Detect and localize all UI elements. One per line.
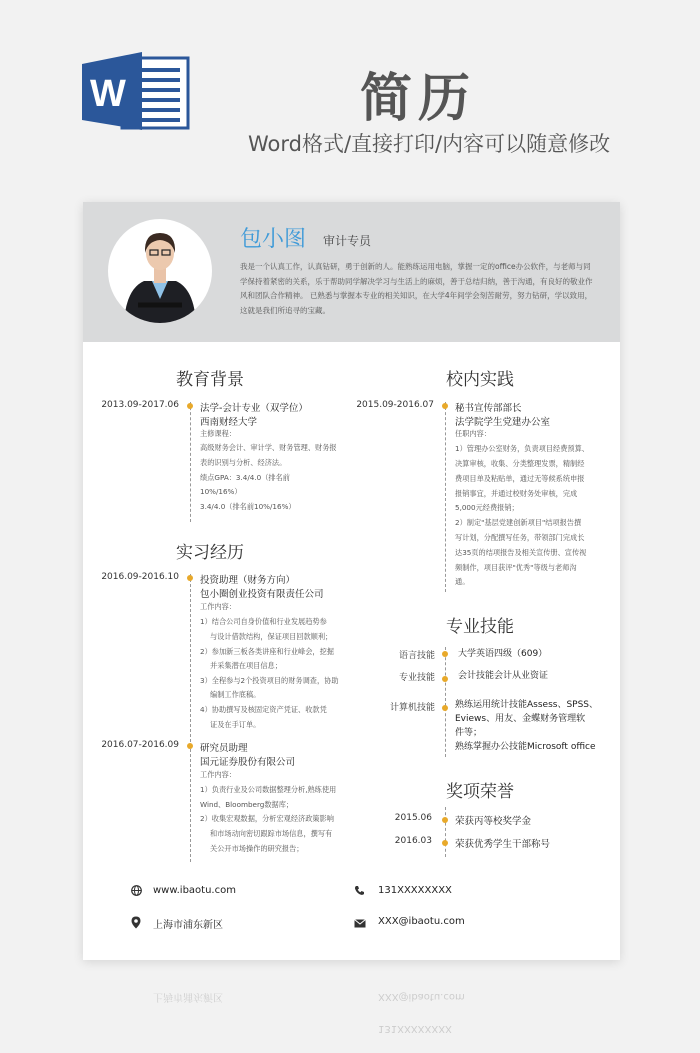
education-title: 教育背景 xyxy=(176,370,244,390)
campus-detail: 通。 xyxy=(455,577,470,586)
award-text: 荣获丙等校奖学金 xyxy=(455,816,532,827)
phone-icon xyxy=(354,885,365,896)
education-detail: 绩点GPA：3.4/4.0（排名前 xyxy=(200,473,290,482)
job-detail: 与设计借款结构，保证项目回款顺利； xyxy=(210,632,333,641)
internship-timeline xyxy=(190,574,191,862)
self-intro: 我是一个认真工作，认真钻研，勇于创新的人。能熟练运用电脑，掌握一定的office办公软件，与老师与同学保持着紧密的关系，乐于帮助同学解决学习与生活上的麻烦，善于总结归纳，善于沟通，有良好的敬业作风和团队合作精神。 已熟悉与掌握本专业的相关知识，在大学4年间学会刻苦耐劳，努力钻研，学以致用，这就是我们所追寻的宝藏。 xyxy=(240,262,593,315)
word-icon-letter: W xyxy=(90,73,126,115)
email-icon xyxy=(354,919,366,928)
campus-detail: 写计划，分配撰写任务，带领部门完成长 xyxy=(455,533,585,542)
timeline-dot xyxy=(187,403,193,409)
award-date: 2015.06 xyxy=(394,813,432,823)
timeline-dot xyxy=(442,840,448,846)
campus-org: 法学院学生党建办公室 xyxy=(455,417,551,428)
skill-value: 熟练掌握办公技能Microsoft office xyxy=(455,742,596,752)
education-detail: 高级财务会计、审计学、财务管理、财务报 xyxy=(200,443,337,452)
campus-detail: 报销事宜，并通过校财务处审核，完成 xyxy=(455,489,578,498)
job-detail: 并采集潜在项目信息； xyxy=(210,661,282,670)
campus-role: 秘书宣传部部长 xyxy=(455,403,522,414)
job-role: 投资助理（财务方向） xyxy=(200,575,296,586)
timeline-dot xyxy=(442,651,448,657)
award-text: 荣获优秀学生干部称号 xyxy=(455,839,551,850)
job-detail: 4）协助撰写及核固定资产凭证、收款凭 xyxy=(200,705,327,714)
education-detail: 主修课程： xyxy=(200,429,236,438)
reflection-email: XXX@ibaotu.com xyxy=(378,991,465,1002)
job-detail: 证及在手订单。 xyxy=(210,720,261,729)
reflection-address: 上海市浦东新区 xyxy=(153,991,223,1002)
skill-value: 熟练运用统计技能Assess、SPSS、 xyxy=(455,700,599,710)
timeline-dot xyxy=(442,676,448,682)
skill-value: 大学英语四级（609） xyxy=(458,649,548,659)
skills-timeline xyxy=(445,647,446,757)
avatar-illustration xyxy=(108,219,212,323)
timeline-dot xyxy=(187,575,193,581)
education-detail: 3.4/4.0（排名前10%/16%） xyxy=(200,502,296,511)
page-title: 简历 xyxy=(360,69,477,129)
skill-label: 语言技能 xyxy=(398,651,435,661)
page-reflection xyxy=(83,965,620,1053)
job-detail: 关公开市场操作的研究报告； xyxy=(210,844,304,853)
word-icon xyxy=(82,52,190,130)
campus-detail: 任职内容： xyxy=(455,429,491,438)
candidate-name: 包小图 xyxy=(240,227,307,252)
timeline-dot xyxy=(187,743,193,749)
job-company: 国元证券股份有限公司 xyxy=(200,757,296,768)
job-date: 2016.07-2016.09 xyxy=(101,740,179,750)
page-subtitle: Word格式/直接打印/内容可以随意修改 xyxy=(248,132,611,156)
job-detail: 编制工作底稿。 xyxy=(210,690,261,699)
job-detail: 1）负责行业及公司数据整理分析,熟练使用 xyxy=(200,785,337,794)
campus-detail: 1）管理办公室财务，负责项目经费预算、 xyxy=(455,444,589,453)
job-detail: 3）全程参与2个投资项目的财务调查，协助 xyxy=(200,676,339,685)
campus-detail: 达35页的结项报告及相关宣传册、宣传视 xyxy=(455,548,587,557)
campus-title: 校内实践 xyxy=(446,370,514,390)
education-detail: 10%/16%） xyxy=(200,487,242,496)
education-major: 法学-会计专业（双学位） xyxy=(200,403,308,414)
job-detail: 和市场动向密切跟踪市场信息，撰写有 xyxy=(210,829,333,838)
job-detail: 工作内容： xyxy=(200,602,236,611)
job-role: 研究员助理 xyxy=(200,743,248,754)
awards-title: 奖项荣誉 xyxy=(446,782,514,802)
campus-detail: 费项目单及粘贴单，通过无等候系统申报 xyxy=(455,474,585,483)
skill-label: 计算机技能 xyxy=(389,703,435,713)
contact-phone: 131XXXXXXXX xyxy=(378,885,452,896)
campus-date: 2015.09-2016.07 xyxy=(356,400,434,410)
candidate-job: 审计专员 xyxy=(323,234,372,248)
job-detail: Wind、Bloomberg数据库； xyxy=(200,800,294,809)
avatar xyxy=(108,219,212,323)
timeline-dot xyxy=(442,705,448,711)
job-detail: 1）结合公司自身价值和行业发展趋势参 xyxy=(200,617,327,626)
resume-header xyxy=(83,202,620,342)
skill-value: 会计技能会计从业资证 xyxy=(458,671,549,681)
globe-icon xyxy=(131,885,142,896)
timeline-dot xyxy=(442,817,448,823)
job-company: 包小圈创业投资有限责任公司 xyxy=(200,589,324,600)
education-timeline xyxy=(190,402,191,522)
contact-website[interactable]: www.ibaotu.com xyxy=(153,885,236,896)
job-detail: 2）收集宏观数据，分析宏观经济政策影响 xyxy=(200,814,334,823)
skill-value: Eviews、用友、金蝶财务管理软 xyxy=(455,714,586,724)
timeline-dot xyxy=(442,403,448,409)
location-icon xyxy=(131,916,141,929)
campus-detail: 5,000元经费报销； xyxy=(455,503,519,512)
reflection-phone: 131XXXXXXXX xyxy=(378,1023,452,1034)
skill-value: 件等； xyxy=(455,728,483,738)
education-school: 西南财经大学 xyxy=(200,417,258,428)
campus-detail: 2）制定"基层党建创新项目"结项报告撰 xyxy=(455,518,582,527)
job-detail: 工作内容： xyxy=(200,770,236,779)
campus-timeline xyxy=(445,402,446,592)
award-date: 2016.03 xyxy=(394,836,432,846)
job-date: 2016.09-2016.10 xyxy=(101,572,179,582)
job-detail: 2）参加新三板各类讲座和行业峰会，挖掘 xyxy=(200,647,334,656)
contact-address: 上海市浦东新区 xyxy=(153,920,223,931)
skills-title: 专业技能 xyxy=(446,617,514,637)
awards-timeline xyxy=(445,807,446,857)
resume-page xyxy=(83,202,620,960)
skill-label: 专业技能 xyxy=(398,673,435,683)
education-date: 2013.09-2017.06 xyxy=(101,400,179,410)
contact-email[interactable]: XXX@ibaotu.com xyxy=(378,916,465,927)
education-detail: 表的识别与分析、经济法。 xyxy=(200,458,287,467)
campus-detail: 频制作，项目获评"优秀"等级与老师沟 xyxy=(455,563,577,572)
campus-detail: 决算审核，收集、分类整理发票，精制经 xyxy=(455,459,585,468)
internship-title: 实习经历 xyxy=(176,543,244,563)
